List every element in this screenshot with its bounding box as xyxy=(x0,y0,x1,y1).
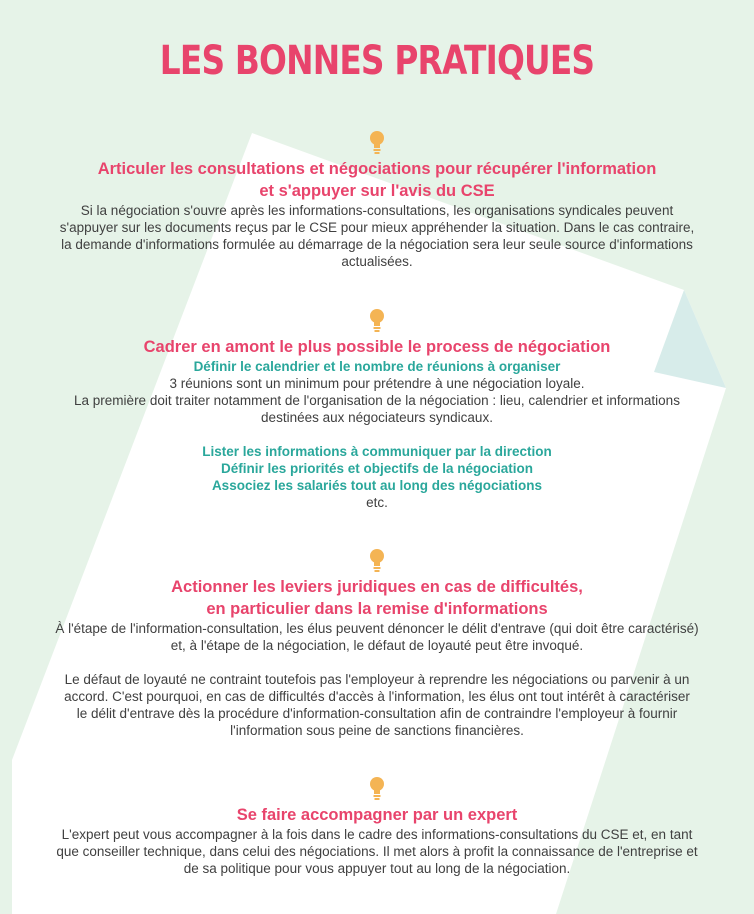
body-line: le délit d'entrave dès la procédure d'information-consultation afin de contraindre l'employeur à fournir xyxy=(76,706,678,721)
heading-line: Cadrer en amont le plus possible le process de négociation xyxy=(143,338,611,356)
body-line: accord. C'est pourquoi, en cas de difficultés d'accès à l'information, les élus ont tout intérêt à caractériser xyxy=(64,689,690,704)
body-line: Si la négociation s'ouvre après les informations-consultations, les organisations syndicales peuvent xyxy=(80,203,674,218)
section-process xyxy=(30,308,724,511)
body-line: de sa politique pour vous appuyer tout au long de la négociation. xyxy=(183,861,571,876)
page-title: LES BONNES PRATIQUES xyxy=(159,38,595,84)
section-heading xyxy=(30,158,724,202)
heading-line: Se faire accompagner par un expert xyxy=(236,806,518,824)
section-consultations xyxy=(30,130,724,270)
body-line: Le défaut de loyauté ne contraint toutefois pas l'employeur à reprendre les négociations ou parvenir à un xyxy=(64,672,690,687)
body-line: la demande d'informations formulée au démarrage de la négociation sera leur seule source d'informations xyxy=(61,237,693,252)
body-line: destinées aux négociateurs syndicaux. xyxy=(261,410,493,425)
lightbulb-icon xyxy=(368,308,386,334)
section-body xyxy=(30,620,724,654)
section-body xyxy=(30,202,724,270)
section-levers xyxy=(30,548,724,739)
section-body-2 xyxy=(30,671,724,739)
section-heading xyxy=(30,804,724,826)
body-line: et, à l'étape de la négociation, le défaut de loyauté peut être invoqué. xyxy=(170,638,584,653)
heading-line: Actionner les leviers juridiques en cas de difficultés, xyxy=(171,578,583,596)
body-line: s'appuyer sur les documents reçus par le CSE pour mieux appréhender la situation. Dans le cas contraire, xyxy=(59,220,695,235)
section-expert xyxy=(30,776,724,877)
body-line: que conseiller technique, dans celui des négociations. Il met alors à profit la connaissance de l'entreprise et xyxy=(56,844,698,859)
body-line: L'expert peut vous accompagner à la fois dans le cadre des informations-consultations du CSE et, en tant xyxy=(61,827,693,842)
subheading: Définir le calendrier et le nombre de réunions à organiser xyxy=(193,359,561,374)
lightbulb-icon xyxy=(368,130,386,156)
heading-line: Articuler les consultations et négociations pour récupérer l'information xyxy=(97,160,657,178)
heading-line: et s'appuyer sur l'avis du CSE xyxy=(259,182,495,200)
subheading: Associez les salariés tout au long des négociations xyxy=(211,478,543,493)
section-body xyxy=(30,375,724,426)
body-line: La première doit traiter notamment de l'organisation de la négociation : lieu, calendrier et informations xyxy=(74,393,680,408)
etc-text: etc. xyxy=(366,495,388,510)
section-body xyxy=(30,826,724,877)
lightbulb-icon xyxy=(368,776,386,802)
heading-line: en particulier dans la remise d'informations xyxy=(206,600,548,618)
section-heading xyxy=(30,336,724,358)
body-line: actualisées. xyxy=(341,254,413,269)
body-line: l'information sous peine de sanctions financières. xyxy=(230,723,524,738)
subheading: Lister les informations à communiquer par la direction xyxy=(202,444,552,459)
body-line: 3 réunions sont un minimum pour prétendre à une négociation loyale. xyxy=(169,376,585,391)
lightbulb-icon xyxy=(368,548,386,574)
body-line: À l'étape de l'information-consultation, les élus peuvent dénoncer le délit d'entrave (qui doit être caractérisé) xyxy=(55,621,699,636)
section-heading xyxy=(30,576,724,620)
subheading: Définir les priorités et objectifs de la négociation xyxy=(220,461,534,476)
